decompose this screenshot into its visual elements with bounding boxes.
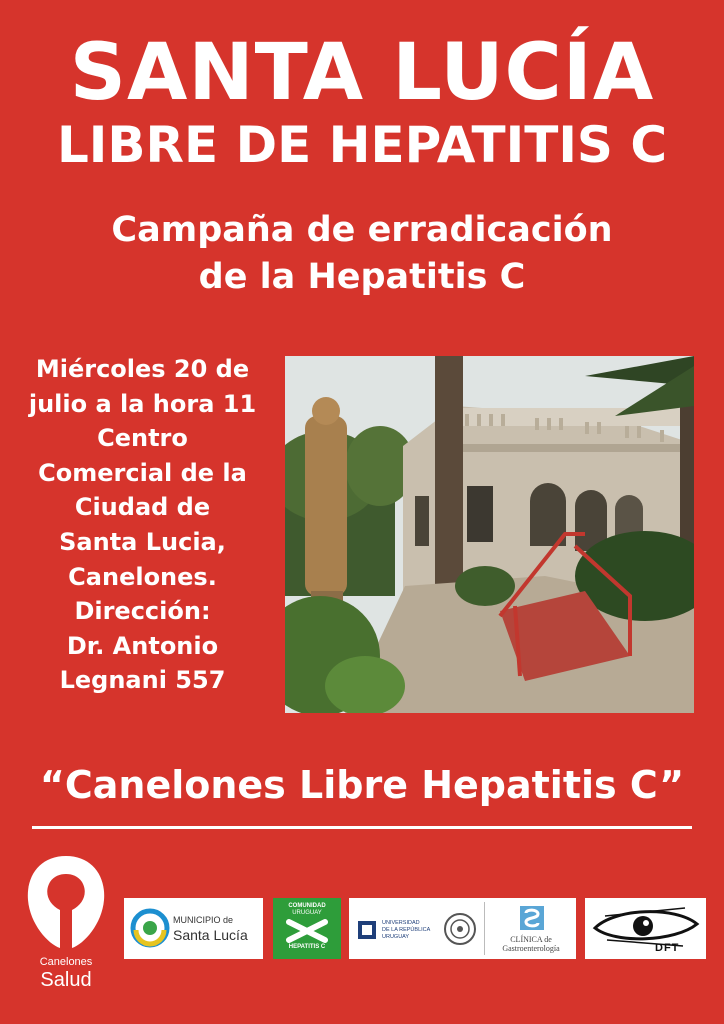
udelar-line-2: DE LA REPÚBLICA: [382, 927, 431, 933]
dft-logo: [585, 898, 706, 959]
slogan: “Canelones Libre Hepatitis C”: [39, 763, 685, 807]
subtitle-line-1: Campaña de erradicación: [111, 210, 613, 250]
udelar-label: [382, 920, 430, 941]
canelones-salud-logo: [20, 852, 112, 1000]
comunidad-uruguay-hepatitis-logo: [273, 898, 341, 959]
subtitle: [0, 207, 724, 301]
event-line: Legnani 557: [59, 666, 226, 695]
event-line: Dr. Antonio: [66, 631, 219, 660]
comunidad-label: COMUNIDAD: [288, 903, 326, 909]
udelar-icon: [357, 920, 377, 940]
udelar-line-3: URUGUAY: [382, 934, 410, 940]
eye-icon: [585, 898, 706, 959]
ribbon-icon: [285, 918, 329, 944]
event-line: Dirección:: [74, 597, 211, 626]
event-line: Canelones.: [68, 562, 217, 591]
uruguay-label: URUGUAY: [292, 910, 322, 916]
seal-icon: [443, 912, 477, 946]
canelones-salud-emblem: [20, 852, 112, 950]
title-line-1: SANTA LUCÍA: [69, 28, 655, 118]
dft-label: DFT: [655, 942, 680, 954]
event-line: Centro: [97, 424, 188, 453]
clinica-label: [489, 935, 573, 953]
title-line-2: LIBRE DE HEPATITIS C: [56, 116, 668, 174]
event-line: Miércoles 20 de: [35, 355, 250, 383]
logo-separator: [484, 902, 485, 955]
event-line: Ciudad de: [74, 493, 211, 522]
hepatitis-c-label: HEPATITIS C: [288, 944, 326, 950]
divider: [32, 826, 692, 829]
udelar-line-1: UNIVERSIDAD: [382, 920, 420, 926]
municipio-label: MUNICIPIO de: [173, 915, 234, 925]
subtitle-line-2: de la Hepatitis C: [198, 257, 526, 297]
universidad-clinica-logos: [349, 898, 576, 959]
canelones-label: Canelones: [39, 956, 93, 968]
santa-lucia-label: Santa Lucía: [173, 927, 248, 943]
clinica-line-1: CLÍNICA de: [510, 935, 552, 944]
municipio-santa-lucia-logo: [124, 898, 263, 959]
event-line: julio a la hora 11: [28, 389, 257, 418]
event-line: Santa Lucia,: [59, 527, 226, 556]
salud-label: Salud: [40, 969, 92, 991]
municipio-emblem-icon: [130, 908, 170, 948]
event-line: Comercial de la: [38, 458, 247, 487]
clinica-line-2: Gastroenterología: [502, 944, 560, 953]
clinica-icon: [519, 905, 545, 931]
building-photo: [285, 356, 694, 713]
event-details: [10, 352, 275, 698]
